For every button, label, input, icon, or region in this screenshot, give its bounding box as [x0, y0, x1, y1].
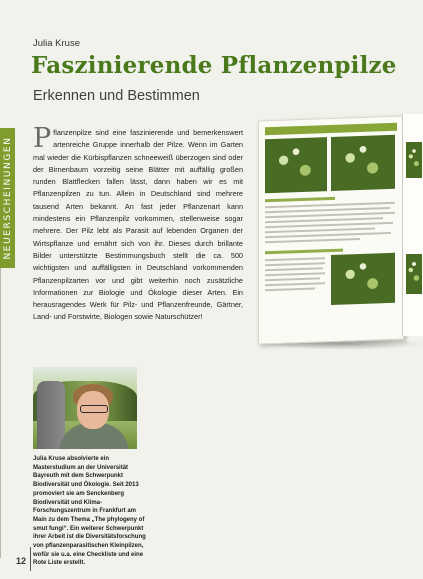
book-text-line	[265, 282, 325, 286]
book-photo-1	[265, 137, 327, 193]
book-header-bar	[265, 123, 397, 136]
book-photo-3	[331, 253, 395, 305]
article-subtitle: Erkennen und Bestimmen	[33, 88, 200, 104]
book-text-line	[265, 238, 360, 243]
book-photo-4	[406, 142, 422, 178]
book-cover-image	[258, 112, 423, 350]
portrait-backpack	[37, 381, 65, 449]
book-text-line	[265, 262, 325, 266]
portrait-glasses	[80, 405, 108, 413]
section-label: NEUERSCHEINUNGEN	[2, 136, 13, 260]
article-body	[33, 123, 243, 324]
book-text-line	[265, 267, 323, 271]
article-title: Faszinierende Pflanzenpilze	[31, 52, 397, 79]
book-page-right	[402, 114, 423, 336]
book-heading-line	[265, 249, 343, 255]
book-text-line	[265, 257, 325, 261]
book-page-left	[258, 115, 404, 344]
author-portrait	[33, 367, 137, 449]
book-text-line	[265, 288, 315, 292]
page-number: 12	[16, 556, 27, 566]
book-text-line	[265, 277, 320, 281]
book-photo-5	[406, 254, 422, 294]
body-text: flanzenpilze sind eine faszinierende und bemerkenswert artenreiche Gruppe innerhalb der Pilze. Wenn im Garten mal wieder die Kürbispflanzen schneeweiß überzogen sind oder der Birnenbaum vorzeitig seine Blätter mit auffällig großen runden Blattflecken fallen lässt, dann haben wir es mit Pflanzenpilzen zu tun. Allein in Deutschland sind mehrere tausend Arten bekannt. An fast jeder Pflanzenart kann mindestens ein Pflanzenpilz vorkommen, stellenweise sogar mehrere. Der Pilz lebt als Parasit auf lebenden Organen der Wirtspflanze und ernährt sich von ihr. Dieses durch brillante Bilder unterstützte Bestimmungsbuch stellt die ca. 500 wichtigsten und auffälligsten in Deutschland vorkommenden Pflanzenpilzarten vor und gibt weiterhin noch zusätzliche Informationen zur Biologie und Ökologie dieser Arten. Ein herausragendes Werk für Pilz- und Pflanzenfreunde, Gärtner, Land- und Forstwirte, Biologen sowie Naturschützer!	[33, 128, 243, 322]
author-name: Julia Kruse	[33, 38, 80, 49]
section-tab	[0, 128, 15, 268]
drop-cap: P	[33, 123, 52, 154]
page-number-divider	[30, 547, 31, 571]
book-photo-2	[331, 135, 395, 191]
side-divider	[0, 268, 1, 558]
book-text-line	[265, 232, 391, 238]
book-heading-line	[265, 197, 335, 202]
author-bio-caption: Julia Kruse absolvierte ein Masterstudium an der Universität Bayreuth mit dem Schwerpunkt Biodiversität und Ökologie. Seit 2013 promoviert sie am Senckenberg Biodiversität und Klima-Forschungszentrum in Frankfurt am Main zu dem Thema „The phylogeny of smut fungi“. Ein weiterer Schwerpunkt ihrer Arbeit ist die Diversitätsforschung von pflanzenparasitischen Kleinpilzen, wofür sie u.a. eine Checkliste und eine Rote Liste erstellt.	[33, 456, 146, 567]
book-text-line	[265, 272, 325, 276]
